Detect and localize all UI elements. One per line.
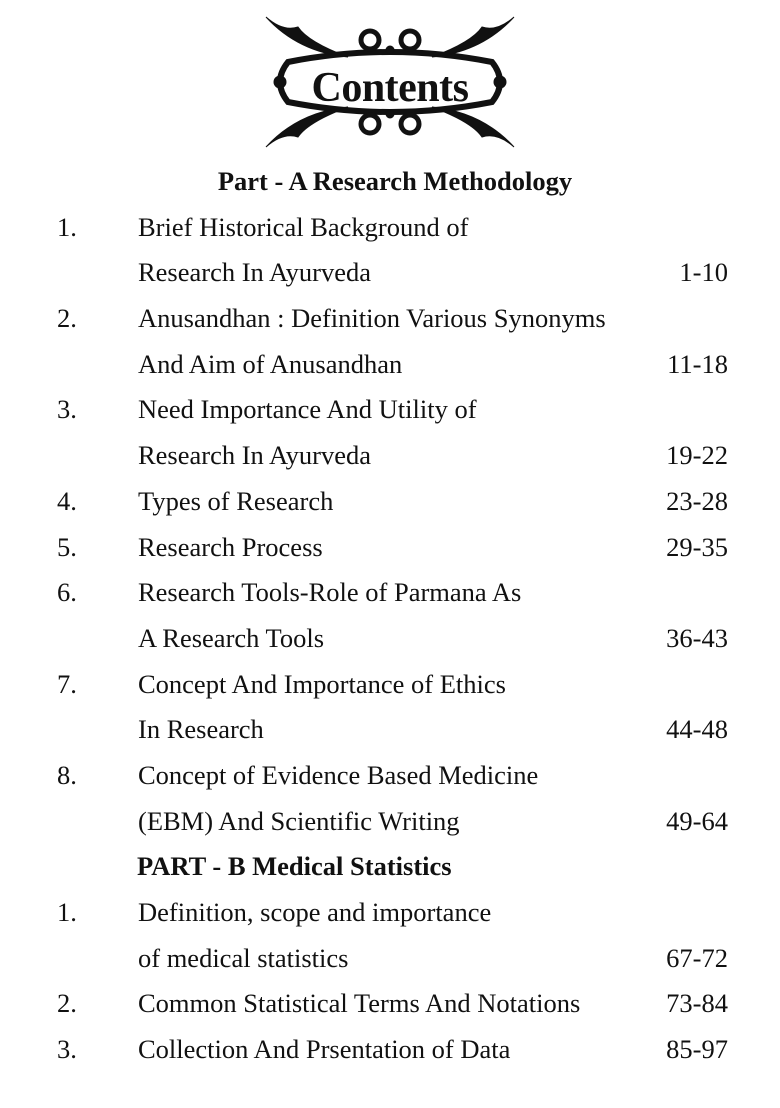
toc-entry-line (0, 570, 780, 616)
table-of-contents (0, 159, 780, 1073)
part-b-list (0, 890, 780, 1073)
part-a-heading: Part - A Research Methodology (217, 166, 573, 196)
toc-entry-line (0, 433, 780, 479)
entry-title: Research Tools-Role of Parmana As (138, 577, 522, 608)
entry-pages: 67-72 (666, 942, 728, 973)
toc-entry-line (0, 525, 780, 571)
toc-entry-line (0, 205, 780, 251)
entry-pages: 36-43 (666, 622, 728, 653)
toc-entry-line (0, 753, 780, 799)
toc-entry-line (0, 616, 780, 662)
entry-title: of medical statistics (138, 942, 349, 973)
toc-entry-line (0, 1027, 780, 1073)
toc-entry-line (0, 890, 780, 936)
toc-entry-line (0, 342, 780, 388)
entry-number: 3. (57, 1034, 77, 1065)
entry-number: 1. (57, 897, 77, 927)
entry-title: Types of Research (138, 485, 334, 516)
entry-number: 2. (57, 988, 77, 1019)
entry-pages: 1-10 (679, 257, 728, 288)
contents-ornament-header (258, 12, 522, 152)
entry-number: 1. (57, 211, 77, 242)
entry-pages: 11-18 (667, 348, 728, 379)
toc-entry-line (0, 479, 780, 525)
entry-title: Anusandhan : Definition Various Synonyms (138, 303, 606, 334)
entry-number: 4. (57, 485, 77, 516)
entry-number: 5. (57, 531, 77, 562)
entry-title: In Research (138, 714, 264, 745)
entry-pages: 23-28 (666, 485, 728, 516)
entry-title: Collection And Prsentation of Data (138, 1034, 511, 1065)
toc-entry-line (0, 799, 780, 845)
entry-title: Research In Ayurveda (138, 257, 372, 288)
toc-entry-line (0, 296, 780, 342)
entry-title: Brief Historical Background of (138, 211, 469, 242)
entry-number: 8. (57, 759, 77, 790)
entry-pages: 85-97 (666, 1034, 728, 1065)
entry-number: 3. (57, 394, 77, 425)
entry-pages: 19-22 (666, 440, 728, 471)
entry-title: Concept And Importance of Ethics (138, 668, 506, 699)
entry-pages: 49-64 (666, 805, 728, 836)
entry-title: Definition, scope and importance (138, 897, 492, 927)
entry-number: 2. (57, 303, 77, 334)
toc-entry-line (0, 936, 780, 982)
entry-title: Research In Ayurveda (138, 440, 372, 471)
entry-title: Concept of Evidence Based Medicine (138, 759, 539, 790)
entry-pages: 73-84 (666, 988, 728, 1019)
contents-title: Contents (311, 65, 469, 111)
part-a-list (0, 205, 780, 845)
toc-entry-line (0, 707, 780, 753)
entry-pages: 29-35 (666, 531, 728, 562)
entry-number: 7. (57, 668, 77, 699)
toc-entry-line (0, 981, 780, 1027)
part-b-heading: PART - B Medical Statistics (137, 851, 452, 882)
entry-title: And Aim of Anusandhan (138, 348, 403, 379)
toc-entry-line (0, 250, 780, 296)
entry-title: (EBM) And Scientific Writing (138, 805, 460, 836)
toc-entry-line (0, 387, 780, 433)
entry-title: Common Statistical Terms And Notations (138, 988, 581, 1019)
entry-title: Need Importance And Utility of (138, 394, 477, 425)
part-b-heading-row (0, 844, 780, 890)
entry-number: 6. (57, 577, 77, 608)
entry-title: Research Process (138, 531, 323, 562)
entry-title: A Research Tools (138, 622, 325, 653)
toc-entry-line (0, 662, 780, 708)
entry-pages: 44-48 (666, 714, 728, 745)
